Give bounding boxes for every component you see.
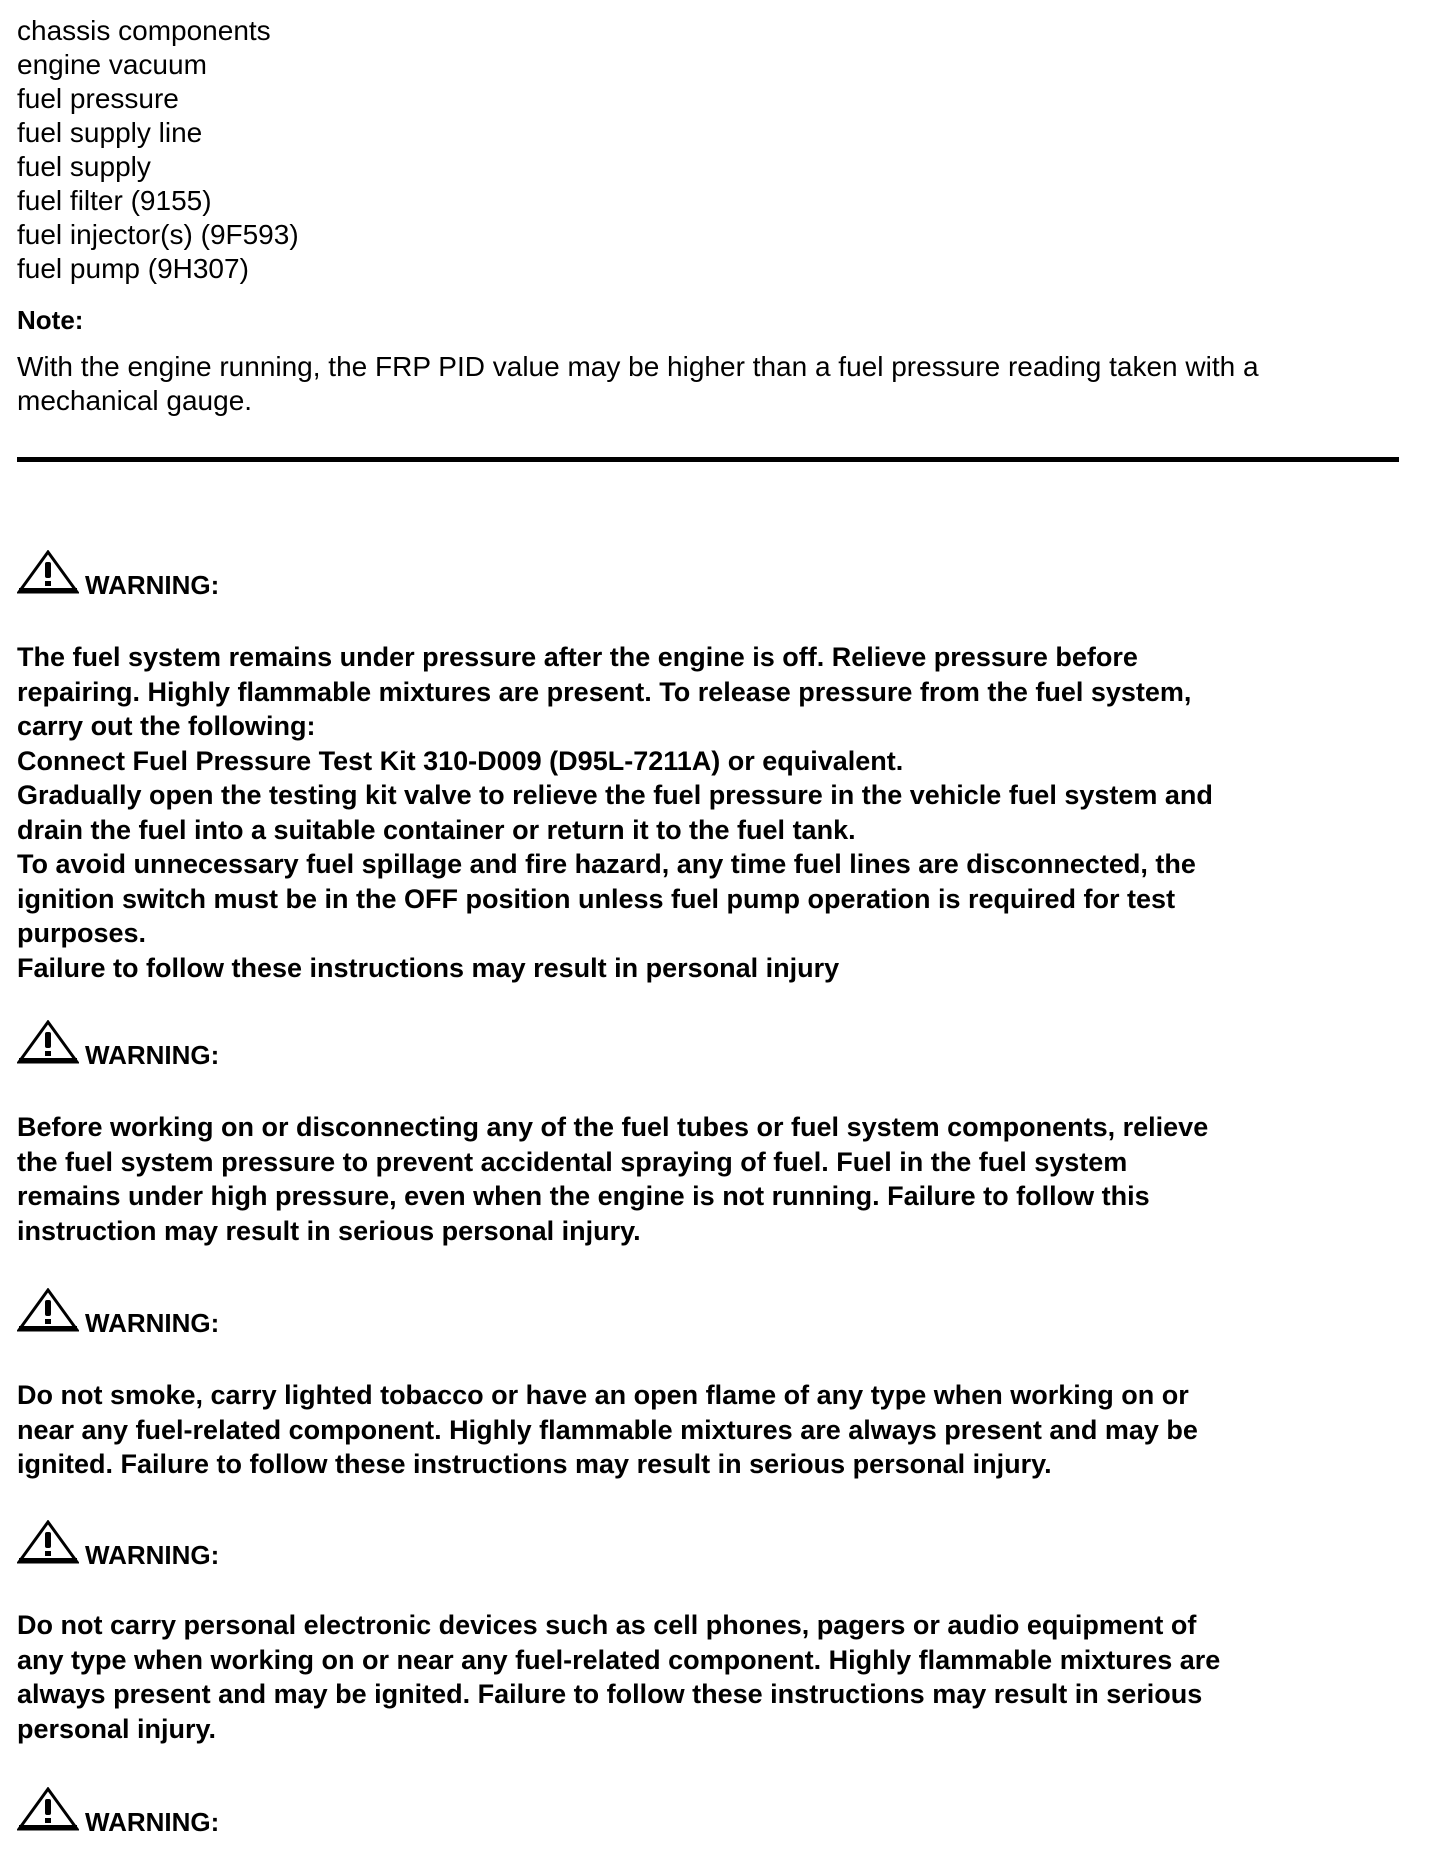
warning-text (17, 640, 1417, 985)
warning-line: To avoid unnecessary fuel spillage and fire hazard, any time fuel lines are disconnected, the (17, 849, 1196, 879)
warning-label: WARNING: (85, 1540, 220, 1570)
warning-line: Before working on or disconnecting any of the fuel tubes or fuel system components, relieve (17, 1112, 1209, 1142)
warning-line: purposes. (17, 918, 147, 948)
warning-line: Gradually open the testing kit valve to relieve the fuel pressure in the vehicle fuel system and (17, 780, 1213, 810)
warning-label: WARNING: (85, 1040, 220, 1070)
warning-triangle-icon (17, 550, 85, 594)
warning-header (17, 1020, 220, 1070)
warning-line: near any fuel-related component. Highly flammable mixtures are always present and may be (17, 1414, 1198, 1445)
warning-line: The fuel system remains under pressure after the engine is off. Relieve pressure before (17, 642, 1138, 672)
warning-line: Do not carry personal electronic devices such as cell phones, pagers or audio equipment of (17, 1610, 1197, 1640)
list-item: fuel supply (17, 151, 151, 182)
list-item: fuel supply line (17, 117, 203, 148)
list-item: fuel pump (9H307) (17, 253, 249, 284)
warning-line: Connect Fuel Pressure Test Kit 310-D009 (D95L-7211A) or equivalent. (17, 745, 904, 776)
list-item: fuel filter (9155) (17, 185, 212, 216)
component-list (17, 14, 299, 286)
warning-header (17, 1520, 220, 1570)
warning-triangle-icon (17, 1020, 85, 1064)
warning-text (17, 1110, 1417, 1248)
warning-triangle-icon (17, 1520, 85, 1564)
warning-line: the fuel system pressure to prevent accidental spraying of fuel. Fuel in the fuel system (17, 1146, 1128, 1177)
warning-triangle-icon (17, 1787, 85, 1831)
warning-text (17, 1608, 1417, 1746)
section-divider (17, 457, 1399, 462)
warning-header (17, 1288, 220, 1338)
warning-line: repairing. Highly flammable mixtures are present. To release pressure from the fuel system, (17, 676, 1192, 707)
note-line: With the engine running, the FRP PID value may be higher than a fuel pressure reading taken with a (17, 351, 1259, 382)
warning-label: WARNING: (85, 1807, 220, 1837)
warning-label: WARNING: (85, 1308, 220, 1338)
warning-triangle-icon (17, 1288, 85, 1332)
warning-text (17, 1378, 1417, 1482)
warning-line: ignited. Failure to follow these instructions may result in serious personal injury. (17, 1449, 1052, 1479)
warning-line: personal injury. (17, 1713, 217, 1744)
warning-line: always present and may be ignited. Failure to follow these instructions may result in serious (17, 1679, 1203, 1709)
list-item: fuel injector(s) (9F593) (17, 219, 299, 250)
list-item: chassis components (17, 15, 271, 46)
warning-line: Failure to follow these instructions may result in personal injury (17, 952, 840, 983)
warning-label: WARNING: (85, 570, 220, 600)
warning-line: instruction may result in serious personal injury. (17, 1215, 641, 1246)
warning-line: drain the fuel into a suitable container or return it to the fuel tank. (17, 814, 856, 845)
note-line: mechanical gauge. (17, 385, 253, 416)
warning-line: carry out the following: (17, 711, 316, 741)
list-item: fuel pressure (17, 83, 179, 114)
warning-header (17, 1787, 220, 1837)
warning-header (17, 550, 220, 600)
warning-line: ignition switch must be in the OFF position unless fuel pump operation is required for test (17, 883, 1176, 914)
note-text (17, 350, 1417, 418)
list-item: engine vacuum (17, 49, 207, 80)
warning-line: any type when working on or near any fuel-related component. Highly flammable mixtures are (17, 1644, 1221, 1675)
warning-line: remains under high pressure, even when the engine is not running. Failure to follow this (17, 1181, 1150, 1211)
note-label: Note: (17, 305, 84, 335)
warning-line: Do not smoke, carry lighted tobacco or have an open flame of any type when working on or (17, 1380, 1189, 1410)
